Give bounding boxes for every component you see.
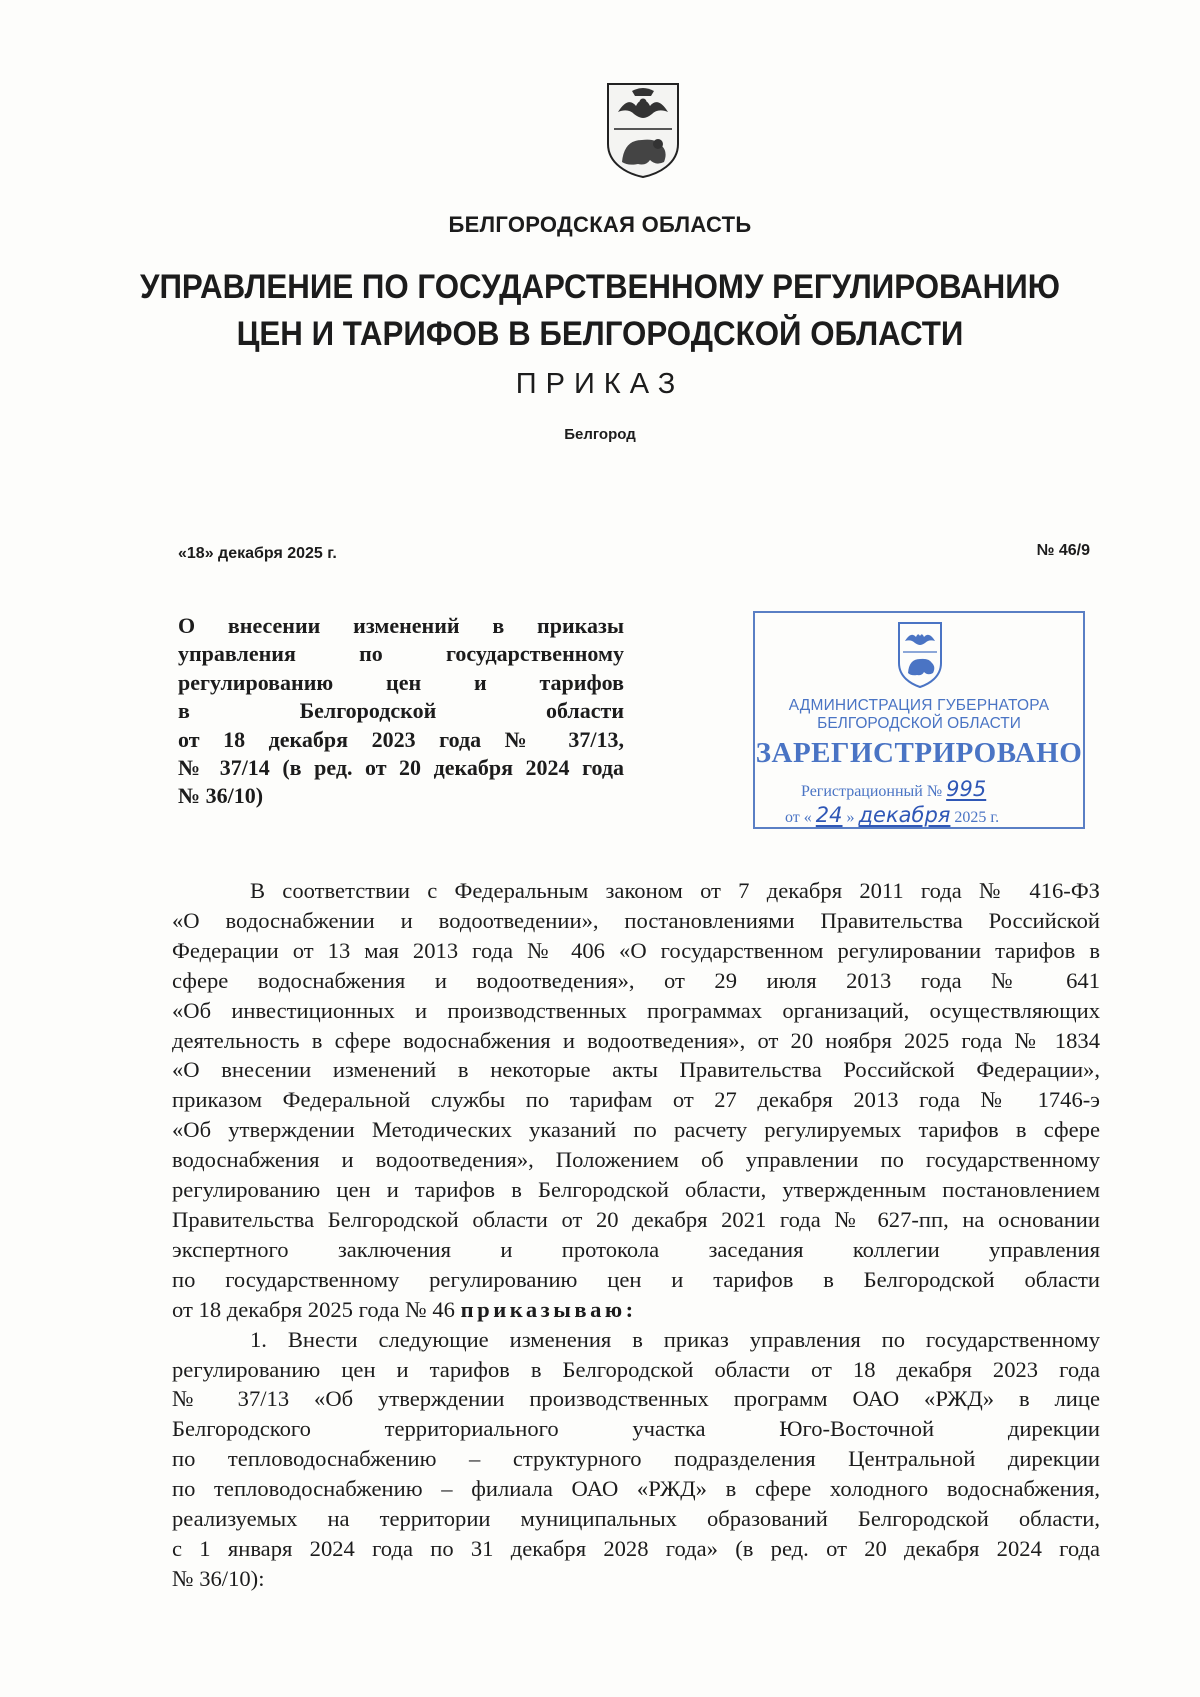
- stamp-reg-label: Регистрационный №: [801, 783, 943, 800]
- body-line: деятельность в сфере водоснабжения и водоотведения», от 20 ноября 2025 года № 1834: [172, 1027, 1100, 1053]
- subject-line: № 36/10): [178, 783, 264, 809]
- stamp-organization-line1: АДМИНИСТРАЦИЯ ГУБЕРНАТОРА: [788, 697, 1050, 714]
- body-line: по государственному регулированию цен и тарифов в Белгородской области: [172, 1266, 1100, 1292]
- body-line: Белгородского территориального участка Юго-Восточной дирекции: [172, 1416, 1100, 1442]
- stamp-status: ЗАРЕГИСТРИРОВАНО: [755, 737, 1083, 769]
- subject-line: управления по государственному: [178, 641, 624, 667]
- order-reference: от 18 декабря 2025 года № 46: [172, 1296, 455, 1322]
- subject-line: в Белгородской области: [178, 698, 624, 724]
- stamp-reg-number-handwritten: 995: [946, 777, 987, 801]
- stamp-emblem-icon: [897, 621, 943, 689]
- body-line: реализуемых на территории муниципальных образований Белгородской области,: [172, 1506, 1100, 1532]
- agency-name: [48, 264, 1152, 358]
- subject-line: № 37/14 (в ред. от 20 декабря 2024 года: [178, 755, 624, 781]
- body-line: водоснабжения и водоотведения», Положением об управлении по государственному: [172, 1147, 1100, 1173]
- body-line: 1. Внести следующие изменения в приказ управления по государственному: [250, 1326, 1100, 1352]
- body-line: «О водоснабжении и водоотведении», постановлениями Правительства Российской: [172, 907, 1100, 933]
- body-line: регулированию цен и тарифов в Белгородской области от 18 декабря 2023 года: [172, 1356, 1100, 1382]
- document-subject: [178, 612, 624, 811]
- body-line: с 1 января 2024 года по 31 декабря 2028 года» (в ред. от 20 декабря 2024 года: [172, 1535, 1100, 1561]
- document-type: ПРИКАЗ: [515, 368, 685, 400]
- document-city: Белгород: [564, 426, 636, 443]
- subject-line: регулированию цен и тарифов: [178, 669, 624, 695]
- agency-name-line2: ЦЕН И ТАРИФОВ В БЕЛГОРОДСКОЙ ОБЛАСТИ: [236, 315, 964, 353]
- stamp-registration-date: [785, 803, 999, 827]
- stamp-date-day-handwritten: 24: [815, 803, 843, 827]
- subject-line: от 18 декабря 2023 года № 37/13,: [178, 726, 624, 752]
- body-line: № 36/10):: [172, 1565, 265, 1591]
- body-line: «Об инвестиционных и производственных программах организаций, осуществляющих: [172, 997, 1100, 1023]
- coat-of-arms-emblem: [606, 82, 680, 178]
- body-line: по тепловодоснабжению – филиала ОАО «РЖД» в сфере холодного водоснабжения,: [172, 1476, 1100, 1502]
- body-line: Федерации от 13 мая 2013 года № 406 «О государственном регулировании тарифов в: [172, 937, 1100, 963]
- body-line: «О внесении изменений в некоторые акты Правительства Российской Федерации»,: [172, 1057, 1100, 1083]
- body-line: № 37/13 «Об утверждении производственных программ ОАО «РЖД» в лице: [172, 1386, 1100, 1412]
- subject-line: О внесении изменений в приказы: [178, 613, 624, 638]
- body-line: «Об утверждении Методических указаний по расчету регулируемых тарифов в сфере: [172, 1117, 1100, 1143]
- body-line: приказом Федеральной службы по тарифам от 27 декабря 2013 года № 1746-э: [172, 1087, 1100, 1113]
- registration-stamp: [753, 611, 1085, 829]
- body-line-order: [172, 1295, 1100, 1325]
- stamp-registration-number: [801, 777, 986, 801]
- body-line: Правительства Белгородской области от 20 декабря 2021 года № 627-пп, на основании: [172, 1206, 1100, 1232]
- document-number: № 46/9: [1036, 542, 1090, 559]
- stamp-organization-line2: БЕЛГОРОДСКОЙ ОБЛАСТИ: [817, 715, 1021, 732]
- body-line: сфере водоснабжения и водоотведения», от 29 июля 2013 года № 641: [172, 967, 1100, 993]
- stamp-date-month-handwritten: декабря: [858, 803, 951, 827]
- stamp-date-mid: »: [846, 809, 855, 826]
- stamp-date-year: 2025 г.: [954, 809, 1000, 826]
- document-body: [172, 876, 1100, 1594]
- agency-name-line1: УПРАВЛЕНИЕ ПО ГОСУДАРСТВЕННОМУ РЕГУЛИРОВАНИЮ: [139, 268, 1061, 306]
- document-date: «18» декабря 2025 г.: [178, 545, 337, 562]
- region-name: БЕЛГОРОДСКАЯ ОБЛАСТЬ: [448, 212, 752, 237]
- body-line: по тепловодоснабжению – структурного подразделения Центральной дирекции: [172, 1446, 1100, 1472]
- stamp-date-prefix: от «: [785, 809, 812, 826]
- body-line: регулированию цен и тарифов в Белгородской области, утвержденным постановлением: [172, 1177, 1100, 1203]
- body-line: экспертного заключения и протокола заседания коллегии управления: [172, 1236, 1100, 1262]
- body-line: В соответствии с Федеральным законом от 7 декабря 2011 года № 416-ФЗ: [250, 878, 1100, 903]
- order-word: приказываю:: [460, 1296, 637, 1322]
